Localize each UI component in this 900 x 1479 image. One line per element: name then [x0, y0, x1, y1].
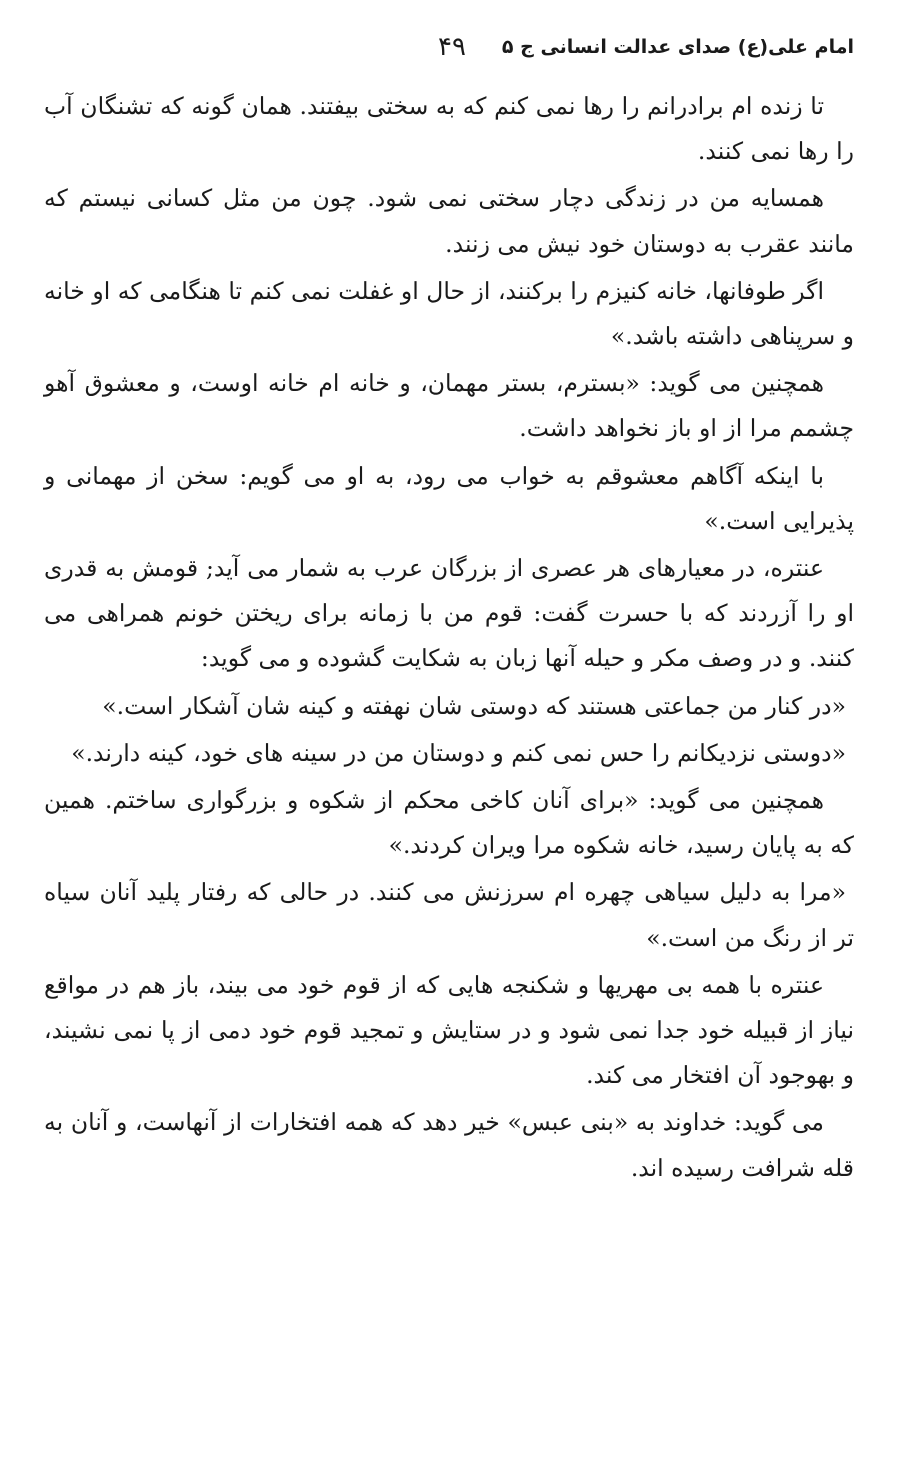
- body-text: [44, 84, 854, 1193]
- paragraph: عنتره با همه بی مهریها و شکنجه هایی که از قوم خود می بیند، باز هم در مواقع نیاز از قبیله خود جدا نمی شود و در ستایش و تمجید قوم خود دمی از پا نمی نشیند، و بهوجود آن افتخار می کند.: [44, 970, 854, 1090]
- running-title: امام علی(ع) صدای عدالت انسانی ج ۵: [501, 36, 854, 58]
- page-number: ۴۹: [438, 32, 466, 62]
- paragraph: همچنین می گوید: «برای آنان کاخی محکم از شکوه و بزرگواری ساختم. همین که به پایان رسید، خانه شکوه مرا ویران کردند.»: [44, 786, 854, 860]
- page-header: [44, 30, 854, 70]
- quote-paragraph: «مرا به دلیل سیاهی چهره ام سرزنش می کنند. در حالی که رفتار پلید آنان سیاه تر از رنگ من است.»: [44, 878, 854, 952]
- paragraph: می گوید: خداوند به «بنی عبس» خیر دهد که همه افتخارات از آنهاست، و آنان به قله شرافت رسیده اند.: [44, 1108, 854, 1182]
- paragraph: همسایه من در زندگی دچار سختی نمی شود. چون من مثل کسانی نیستم که مانند عقرب به دوستان خود نیش می زنند.: [44, 184, 854, 258]
- paragraph: تا زنده ام برادرانم را رها نمی کنم که به سختی بیفتند. همان گونه که تشنگان آب را رها نمی کنند.: [44, 92, 854, 166]
- paragraph: با اینکه آگاهم معشوقم به خواب می رود، به او می گویم: سخن از مهمانی و پذیرایی است.»: [44, 461, 854, 535]
- paragraph: اگر طوفانها، خانه کنیزم را برکنند، از حال او غفلت نمی کنم تا هنگامی که او خانه و سرپناهی داشته باشد.»: [44, 276, 854, 351]
- quote-paragraph: «در کنار من جماعتی هستند که دوستی شان نهفته و کینه شان آشکار است.»: [102, 691, 846, 720]
- paragraph: همچنین می گوید: «بسترم، بستر مهمان، و خانه ام خانه اوست، و معشوق آهو چشمم مرا از او باز نخواهد داشت.: [44, 369, 854, 443]
- paragraph: عنتره، در معیارهای هر عصری از بزرگان عرب به شمار می آید; قومش به قدری او را آزردند که با حسرت گفت: قوم من با زمانه برای ریختن خونم همراهی می کنند. و در وصف مکر و حیله آنها زبان به شکایت گشوده و می گوید:: [44, 554, 854, 673]
- quote-paragraph: «دوستی نزدیکانم را حس نمی کنم و دوستان من در سینه های خود، کینه دارند.»: [71, 738, 846, 767]
